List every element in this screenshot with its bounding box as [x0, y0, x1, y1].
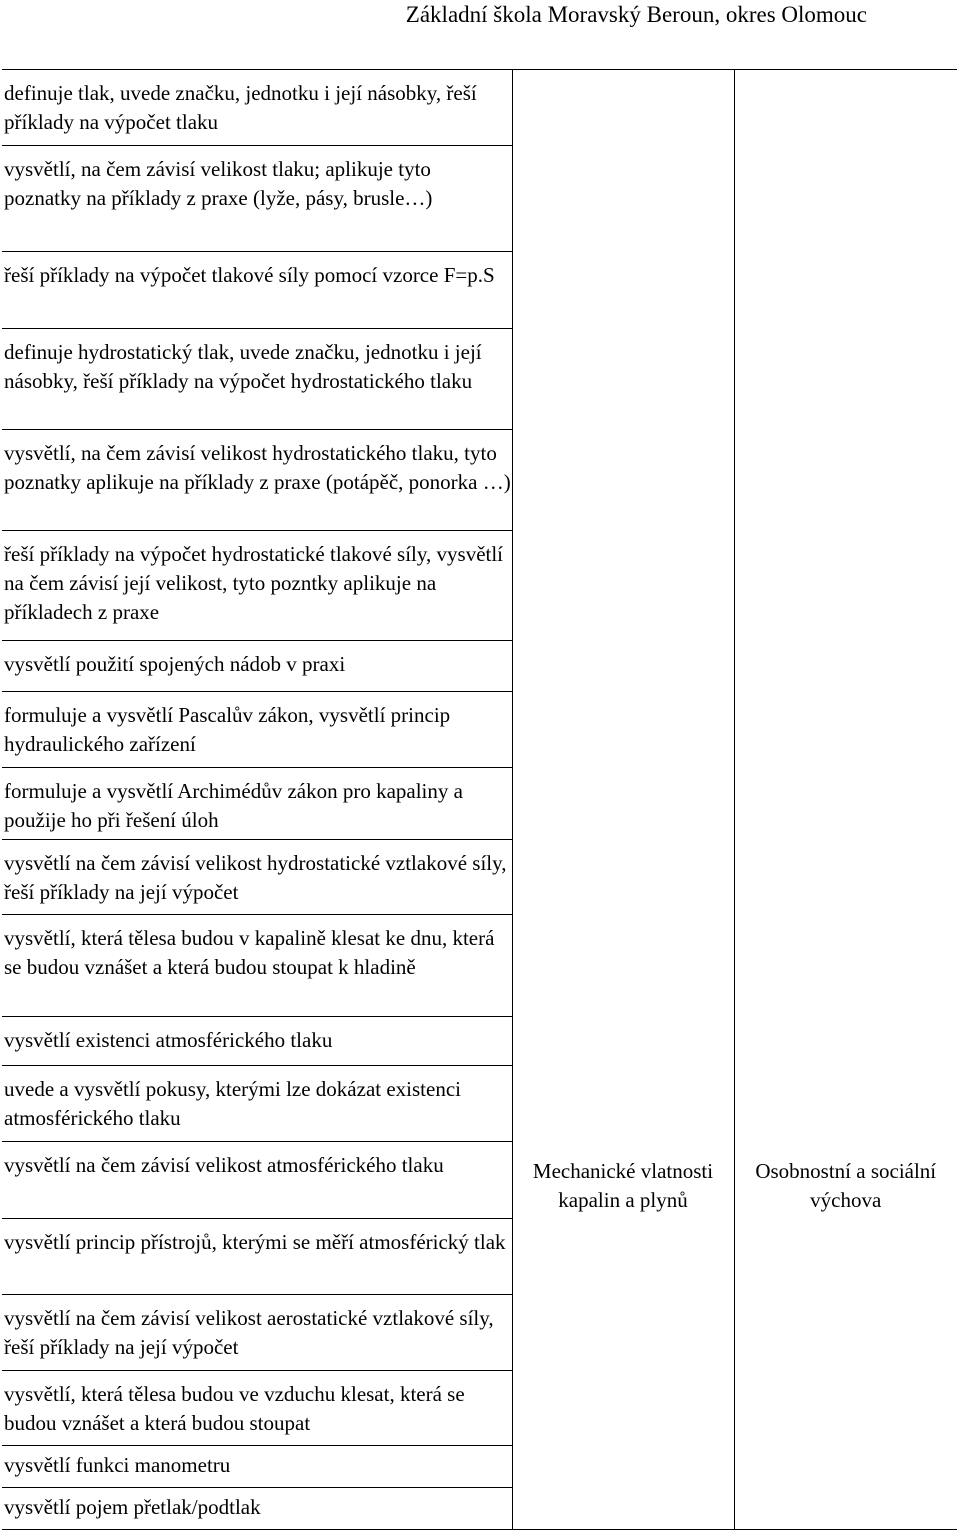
topic-cell	[512, 70, 734, 1530]
outcome-text: vysvětlí pojem přetlak/podtlak	[4, 1495, 261, 1519]
outcome-text: řeší příklady na výpočet tlakové síly pomocí vzorce F=p.S	[4, 263, 495, 287]
outcome-text: vysvětlí, na čem závisí velikost tlaku; aplikuje tyto poznatky na příklady z praxe (lyže, pásy, brusle…)	[4, 157, 433, 210]
outcome-text: uvede a vysvětlí pokusy, kterými lze dokázat existenci atmosférického tlaku	[4, 1077, 461, 1130]
outcome-text: formuluje a vysvětlí Pascalův zákon, vysvětlí princip hydraulického zařízení	[4, 703, 451, 756]
outcome-cell	[2, 1488, 512, 1530]
outcome-text: vysvětlí, na čem závisí velikost hydrostatického tlaku, tyto poznatky aplikuje na příklady z praxe (potápěč, ponorka …)	[4, 441, 511, 494]
outcome-text: vysvětlí na čem závisí velikost hydrostatické vztlakové síly, řeší příklady na její výpočet	[4, 851, 507, 904]
outcome-text: formuluje a vysvětlí Archimédův zákon pro kapaliny a použije ho při řešení úloh	[4, 779, 463, 832]
outcome-cell	[2, 70, 512, 146]
outcome-cell	[2, 329, 512, 430]
outcome-text: vysvětlí funkci manometru	[4, 1453, 231, 1477]
outcome-cell	[2, 252, 512, 329]
outcome-text: vysvětlí princip přístrojů, kterými se měří atmosférický tlak	[4, 1230, 506, 1254]
topic-text: Mechanické vlatnosti kapalin a plynů	[532, 1159, 714, 1212]
outcome-text: vysvětlí použití spojených nádob v praxi	[4, 652, 346, 676]
outcome-text: vysvětlí existenci atmosférického tlaku	[4, 1028, 333, 1052]
outcome-cell	[2, 1295, 512, 1371]
outcome-cell	[2, 430, 512, 531]
outcome-cell	[2, 1219, 512, 1295]
outcome-cell	[2, 641, 512, 692]
outcome-text: vysvětlí na čem závisí velikost atmosférického tlaku	[4, 1153, 444, 1177]
outcome-cell	[2, 1017, 512, 1066]
outcome-cell	[2, 915, 512, 1017]
outcome-cell	[2, 840, 512, 915]
outcome-text: vysvětlí, která tělesa budou v kapalině klesat ke dnu, která se budou vznášet a která budou stoupat k hladině	[4, 926, 495, 979]
outcome-text: vysvětlí, která tělesa budou ve vzduchu klesat, která se budou vznášet a která budou stoupat	[4, 1382, 465, 1435]
table-row	[2, 70, 957, 146]
outcome-text: definuje hydrostatický tlak, uvede značku, jednotku i její násobky, řeší příklady na výpočet hydrostatického tlaku	[4, 340, 482, 393]
outcome-cell	[2, 692, 512, 768]
outcome-cell	[2, 1446, 512, 1488]
outcome-cell	[2, 146, 512, 252]
page-header-school: Základní škola Moravský Beroun, okres Olomouc	[405, 2, 867, 27]
cross-curricular-cell	[734, 70, 957, 1530]
cross-curricular-text: Osobnostní a sociální výchova	[755, 1159, 937, 1212]
outcome-cell	[2, 1371, 512, 1446]
outcome-cell	[2, 1142, 512, 1219]
outcome-text: definuje tlak, uvede značku, jednotku i její násobky, řeší příklady na výpočet tlaku	[4, 81, 477, 134]
outcome-text: řeší příklady na výpočet hydrostatické tlakové síly, vysvětlí na čem závisí její velikost, tyto pozntky aplikuje na příkladech z praxe	[4, 542, 504, 624]
curriculum-table	[2, 69, 957, 1530]
outcome-cell	[2, 531, 512, 641]
outcome-cell	[2, 768, 512, 840]
outcome-cell	[2, 1066, 512, 1142]
outcome-text: vysvětlí na čem závisí velikost aerostatické vztlakové síly, řeší příklady na její výpočet	[4, 1306, 494, 1359]
